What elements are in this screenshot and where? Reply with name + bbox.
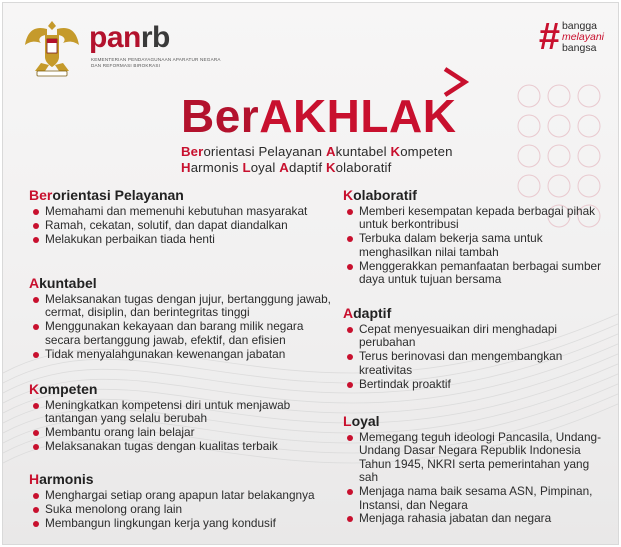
- value-section: [29, 187, 341, 247]
- ministry-name: KEMENTERIAN PENDAYAGUNAAN APARATUR NEGARA DAN REFORMASI BIROKRASI: [91, 57, 221, 68]
- initial-letter: Ber: [181, 144, 204, 159]
- hashtag-bangga-melayani-bangsa: [538, 16, 604, 58]
- list-item: Terbuka dalam bekerja sama untuk menghasilkan nilai tambah: [343, 232, 605, 259]
- list-item: Terus berinovasi dan mengembangkan kreativitas: [343, 350, 605, 377]
- subtitle-line-1: [181, 144, 453, 159]
- value-section: [29, 275, 341, 362]
- chevron-right-icon: [439, 67, 473, 97]
- hashtag-word: bangga: [561, 20, 598, 32]
- value-section: [29, 471, 341, 531]
- list-item: Memegang teguh ideologi Pancasila, Undang-Undang Dasar Negara Republik Indonesia Tahun 1945, NKRI serta pemerintahan yang sah: [343, 431, 605, 485]
- panrb-logo: panrb: [89, 21, 170, 54]
- word-rest: olaboratif: [335, 160, 392, 175]
- subtitle-line-2: [181, 160, 391, 175]
- word-rest: orientasi Pelayanan: [203, 144, 326, 159]
- hashtag-word: bangsa: [561, 42, 597, 54]
- section-heading: Akuntabel: [29, 275, 97, 291]
- list-item: Menjaga rahasia jabatan dan negara: [343, 512, 605, 525]
- section-heading: Loyal: [343, 413, 380, 429]
- list-item: Cepat menyesuaikan diri menghadapi perubahan: [343, 323, 605, 350]
- initial-letter: K: [325, 160, 336, 175]
- list-item: Ramah, cekatan, solutif, dan dapat diandalkan: [29, 219, 341, 232]
- list-item: Memahami dan memenuhi kebutuhan masyarakat: [29, 205, 341, 218]
- list-item: Membantu orang lain belajar: [29, 426, 341, 439]
- list-item: Menggerakkan pemanfaatan berbagai sumber daya untuk tujuan bersama: [343, 260, 605, 287]
- value-section: [343, 413, 605, 526]
- list-item: Meningkatkan kompetensi diri untuk menjawab tantangan yang selalu berubah: [29, 399, 341, 426]
- list-item: Menggunakan kekayaan dan barang milik negara secara bertanggung jawab, efektif, dan efisien: [29, 320, 341, 347]
- initial-letter: L: [242, 160, 251, 175]
- section-heading: Adaptif: [343, 305, 392, 321]
- list-item: Melaksanakan tugas dengan jujur, bertanggung jawab, cermat, disiplin, dan berintegritas tinggi: [29, 293, 341, 320]
- initial-letter: A: [279, 160, 289, 175]
- list-item: Melaksanakan tugas dengan kualitas terbaik: [29, 440, 341, 453]
- initial-letter: K: [390, 144, 401, 159]
- value-section: [29, 381, 341, 454]
- initial-letter: H: [181, 160, 191, 175]
- page-title: BerAKHLAK: [181, 89, 456, 143]
- section-heading: Kompeten: [29, 381, 98, 397]
- hashtag-icon: #: [538, 16, 560, 58]
- word-rest: kuntabel: [335, 144, 391, 159]
- word-rest: armonis: [190, 160, 243, 175]
- value-section: [343, 305, 605, 392]
- section-heading: Berorientasi Pelayanan: [29, 187, 184, 203]
- berakhlak-poster: [2, 2, 619, 545]
- list-item: Memberi kesempatan kepada berbagai pihak untuk berkontribusi: [343, 205, 605, 232]
- list-item: Membangun lingkungan kerja yang kondusif: [29, 517, 341, 530]
- list-item: Menghargai setiap orang apapun latar belakangnya: [29, 489, 341, 502]
- section-heading: Harmonis: [29, 471, 94, 487]
- initial-letter: A: [325, 144, 336, 159]
- word-rest: oyal: [250, 160, 280, 175]
- list-item: Tidak menyalahgunakan kewenangan jabatan: [29, 348, 341, 361]
- value-section: [343, 187, 605, 287]
- list-item: Suka menolong orang lain: [29, 503, 341, 516]
- word-rest: daptif: [288, 160, 326, 175]
- list-item: Melakukan perbaikan tiada henti: [29, 233, 341, 246]
- garuda-emblem-icon: [23, 17, 81, 79]
- section-heading: Kolaboratif: [343, 187, 417, 203]
- hashtag-word: melayani: [561, 31, 604, 43]
- word-rest: ompeten: [400, 144, 453, 159]
- list-item: Menjaga nama baik sesama ASN, Pimpinan, Instansi, dan Negara: [343, 485, 605, 512]
- list-item: Bertindak proaktif: [343, 378, 605, 391]
